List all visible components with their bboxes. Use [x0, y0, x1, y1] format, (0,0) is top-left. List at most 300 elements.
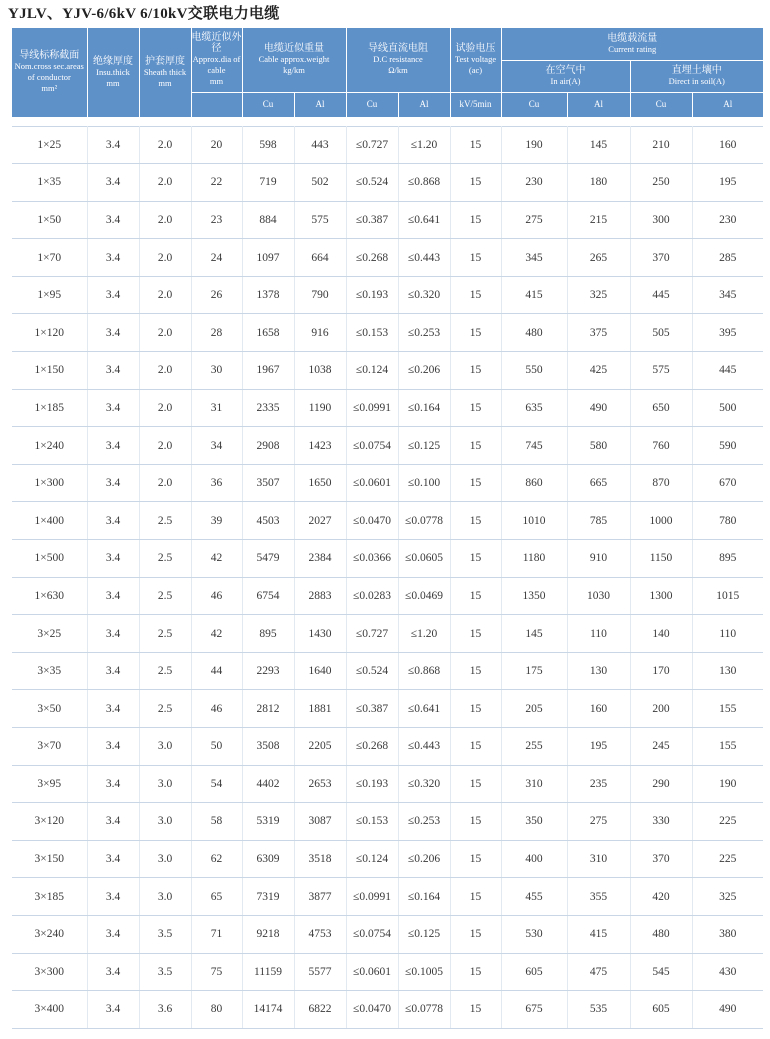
- header-in-air: [501, 60, 630, 92]
- cell-cross-section: 3×50: [12, 690, 87, 728]
- cell-weight-al: 1190: [294, 389, 346, 427]
- cell-cross-section: 3×300: [12, 953, 87, 991]
- cell-insulation-thickness: 3.4: [87, 427, 139, 465]
- cell-resistance-cu: ≤0.193: [346, 765, 398, 803]
- cell-soil-cu: 290: [630, 765, 692, 803]
- cell-approx-diameter: 22: [191, 164, 242, 202]
- cell-weight-al: 790: [294, 276, 346, 314]
- table-row: [12, 201, 763, 239]
- cell-air-cu: 190: [501, 126, 567, 164]
- cell-air-al: 1030: [567, 577, 630, 615]
- cell-soil-al: 780: [692, 502, 763, 540]
- cell-test-voltage: 15: [450, 840, 501, 878]
- cell-insulation-thickness: 3.4: [87, 728, 139, 766]
- cell-air-cu: 745: [501, 427, 567, 465]
- cell-test-voltage: 15: [450, 389, 501, 427]
- cell-soil-cu: 370: [630, 239, 692, 277]
- cell-air-al: 130: [567, 652, 630, 690]
- cell-soil-cu: 245: [630, 728, 692, 766]
- cell-test-voltage: 15: [450, 615, 501, 653]
- cell-weight-al: 916: [294, 314, 346, 352]
- cell-resistance-al: ≤0.0605: [398, 540, 450, 578]
- cell-weight-cu: 895: [242, 615, 294, 653]
- header-label-cn: 电缆近似外径: [191, 32, 242, 55]
- cell-approx-diameter: 50: [191, 728, 242, 766]
- cell-resistance-cu: ≤0.0754: [346, 915, 398, 953]
- cell-resistance-cu: ≤0.0470: [346, 991, 398, 1029]
- table-row: [12, 690, 763, 728]
- cell-weight-cu: 4503: [242, 502, 294, 540]
- table-row: [12, 389, 763, 427]
- table-row: [12, 803, 763, 841]
- table-body: [12, 126, 763, 1028]
- cell-soil-al: 1015: [692, 577, 763, 615]
- cell-weight-cu: 2293: [242, 652, 294, 690]
- cell-weight-cu: 2335: [242, 389, 294, 427]
- cell-resistance-cu: ≤0.124: [346, 352, 398, 390]
- cell-air-cu: 1350: [501, 577, 567, 615]
- cell-sheath-thickness: 2.5: [139, 540, 191, 578]
- cell-soil-al: 230: [692, 201, 763, 239]
- cell-resistance-cu: ≤0.0991: [346, 389, 398, 427]
- cell-soil-cu: 330: [630, 803, 692, 841]
- cell-cross-section: 1×300: [12, 464, 87, 502]
- header-approx-diameter: [191, 28, 242, 92]
- table-row: [12, 915, 763, 953]
- header-unit: mm: [209, 76, 224, 87]
- cell-sheath-thickness: 2.0: [139, 201, 191, 239]
- cell-approx-diameter: 31: [191, 389, 242, 427]
- cell-test-voltage: 15: [450, 464, 501, 502]
- cell-air-cu: 255: [501, 728, 567, 766]
- cell-weight-cu: 5319: [242, 803, 294, 841]
- header-unit: mm: [158, 77, 172, 88]
- cell-soil-cu: 1000: [630, 502, 692, 540]
- cell-air-al: 490: [567, 389, 630, 427]
- cell-resistance-al: ≤0.443: [398, 728, 450, 766]
- header-label-cn: 导线标称截面: [19, 50, 80, 62]
- cell-soil-al: 225: [692, 840, 763, 878]
- header-label-en: Approx.dia of cable: [192, 54, 241, 76]
- cell-weight-cu: 1658: [242, 314, 294, 352]
- cell-resistance-cu: ≤0.727: [346, 126, 398, 164]
- header-cross-section: [12, 28, 87, 117]
- cell-test-voltage: 15: [450, 164, 501, 202]
- table-row: [12, 652, 763, 690]
- cell-test-voltage: 15: [450, 765, 501, 803]
- header-label-en: Cable approx.weight: [258, 54, 330, 65]
- cell-air-cu: 310: [501, 765, 567, 803]
- cell-cross-section: 3×185: [12, 878, 87, 916]
- page-title: YJLV、YJV-6/6kV 6/10kV交联电力电缆: [8, 6, 280, 22]
- cell-weight-cu: 1967: [242, 352, 294, 390]
- cell-soil-cu: 650: [630, 389, 692, 427]
- cell-soil-al: 445: [692, 352, 763, 390]
- cell-weight-cu: 5479: [242, 540, 294, 578]
- cell-air-al: 235: [567, 765, 630, 803]
- cell-air-cu: 275: [501, 201, 567, 239]
- cell-sheath-thickness: 2.0: [139, 464, 191, 502]
- cell-air-cu: 1180: [501, 540, 567, 578]
- cell-air-al: 475: [567, 953, 630, 991]
- cell-air-cu: 345: [501, 239, 567, 277]
- cell-approx-diameter: 36: [191, 464, 242, 502]
- cell-sheath-thickness: 2.0: [139, 352, 191, 390]
- cell-test-voltage: 15: [450, 540, 501, 578]
- cell-approx-diameter: 80: [191, 991, 242, 1029]
- cell-air-cu: 205: [501, 690, 567, 728]
- cell-insulation-thickness: 3.4: [87, 276, 139, 314]
- cell-approx-diameter: 24: [191, 239, 242, 277]
- cell-cross-section: 1×150: [12, 352, 87, 390]
- cell-sheath-thickness: 2.5: [139, 652, 191, 690]
- table-row: [12, 164, 763, 202]
- cell-cross-section: 3×120: [12, 803, 87, 841]
- cell-insulation-thickness: 3.4: [87, 878, 139, 916]
- cell-soil-al: 325: [692, 878, 763, 916]
- cell-weight-al: 3087: [294, 803, 346, 841]
- cell-soil-al: 195: [692, 164, 763, 202]
- cell-weight-al: 3877: [294, 878, 346, 916]
- cell-resistance-al: ≤0.1005: [398, 953, 450, 991]
- cell-insulation-thickness: 3.4: [87, 652, 139, 690]
- header-label-cn: 绝缘厚度: [93, 55, 133, 67]
- cell-air-al: 415: [567, 915, 630, 953]
- cell-insulation-thickness: 3.4: [87, 352, 139, 390]
- header-sub-cu: Cu: [242, 92, 294, 117]
- cell-insulation-thickness: 3.4: [87, 502, 139, 540]
- cell-weight-cu: 3508: [242, 728, 294, 766]
- cell-weight-cu: 2812: [242, 690, 294, 728]
- table-row: [12, 840, 763, 878]
- cell-air-al: 110: [567, 615, 630, 653]
- cell-approx-diameter: 42: [191, 615, 242, 653]
- cell-approx-diameter: 30: [191, 352, 242, 390]
- cell-resistance-cu: ≤0.193: [346, 276, 398, 314]
- table-row: [12, 502, 763, 540]
- cell-weight-al: 443: [294, 126, 346, 164]
- cell-sheath-thickness: 2.0: [139, 126, 191, 164]
- cell-air-al: 665: [567, 464, 630, 502]
- cell-air-al: 535: [567, 991, 630, 1029]
- cell-weight-cu: 2908: [242, 427, 294, 465]
- cell-insulation-thickness: 3.4: [87, 840, 139, 878]
- cell-test-voltage: 15: [450, 690, 501, 728]
- cell-resistance-al: ≤0.868: [398, 164, 450, 202]
- cell-insulation-thickness: 3.4: [87, 314, 139, 352]
- header-unit: mm: [106, 77, 120, 88]
- cell-test-voltage: 15: [450, 239, 501, 277]
- cell-weight-cu: 9218: [242, 915, 294, 953]
- cell-air-cu: 1010: [501, 502, 567, 540]
- cell-approx-diameter: 71: [191, 915, 242, 953]
- header-sub-al: Al: [398, 92, 450, 117]
- table-row: [12, 991, 763, 1029]
- header-gap: [12, 117, 763, 126]
- cell-resistance-al: ≤0.320: [398, 276, 450, 314]
- cell-air-al: 580: [567, 427, 630, 465]
- cell-cross-section: 3×70: [12, 728, 87, 766]
- cell-resistance-al: ≤0.206: [398, 352, 450, 390]
- header-label-en: Nom.cross sec.areas of conductor: [14, 61, 84, 83]
- cell-weight-al: 2653: [294, 765, 346, 803]
- cell-test-voltage: 15: [450, 652, 501, 690]
- cell-weight-al: 1881: [294, 690, 346, 728]
- cell-test-voltage: 15: [450, 915, 501, 953]
- table-row: [12, 276, 763, 314]
- header-label-cn: 导线直流电阻: [368, 43, 429, 55]
- cell-weight-cu: 7319: [242, 878, 294, 916]
- cell-soil-cu: 370: [630, 840, 692, 878]
- cell-resistance-cu: ≤0.0366: [346, 540, 398, 578]
- header-label-en: Sheath thick: [143, 66, 187, 77]
- cell-resistance-cu: ≤0.124: [346, 840, 398, 878]
- cell-test-voltage: 15: [450, 991, 501, 1029]
- cell-resistance-al: ≤0.0469: [398, 577, 450, 615]
- cell-soil-al: 155: [692, 728, 763, 766]
- cell-resistance-cu: ≤0.727: [346, 615, 398, 653]
- cell-air-al: 275: [567, 803, 630, 841]
- cell-air-cu: 455: [501, 878, 567, 916]
- cell-weight-al: 2883: [294, 577, 346, 615]
- cell-weight-cu: 884: [242, 201, 294, 239]
- cell-soil-cu: 605: [630, 991, 692, 1029]
- cell-resistance-cu: ≤0.268: [346, 239, 398, 277]
- cell-soil-cu: 1150: [630, 540, 692, 578]
- cell-soil-cu: 445: [630, 276, 692, 314]
- cell-insulation-thickness: 3.4: [87, 239, 139, 277]
- cell-test-voltage: 15: [450, 728, 501, 766]
- cell-soil-al: 895: [692, 540, 763, 578]
- cell-cross-section: 1×50: [12, 201, 87, 239]
- cell-resistance-al: ≤0.641: [398, 201, 450, 239]
- header-label-en: Direct in soil(A): [668, 76, 725, 86]
- header-sub-cu: Cu: [501, 92, 567, 117]
- header-label-cn: 护套厚度: [145, 55, 185, 67]
- cell-cross-section: 3×400: [12, 991, 87, 1029]
- table-row: [12, 352, 763, 390]
- table-row: [12, 577, 763, 615]
- table-row: [12, 765, 763, 803]
- cell-air-cu: 550: [501, 352, 567, 390]
- cell-approx-diameter: 46: [191, 577, 242, 615]
- cell-air-cu: 635: [501, 389, 567, 427]
- cell-air-al: 215: [567, 201, 630, 239]
- cell-air-al: 145: [567, 126, 630, 164]
- cell-cross-section: 1×120: [12, 314, 87, 352]
- cell-resistance-cu: ≤0.268: [346, 728, 398, 766]
- cell-soil-cu: 505: [630, 314, 692, 352]
- cell-air-cu: 530: [501, 915, 567, 953]
- cell-sheath-thickness: 2.0: [139, 389, 191, 427]
- cell-weight-cu: 6309: [242, 840, 294, 878]
- cell-resistance-al: ≤0.0778: [398, 502, 450, 540]
- cell-sheath-thickness: 3.0: [139, 840, 191, 878]
- cell-insulation-thickness: 3.4: [87, 201, 139, 239]
- cell-test-voltage: 15: [450, 803, 501, 841]
- cell-cross-section: 1×95: [12, 276, 87, 314]
- cell-soil-cu: 420: [630, 878, 692, 916]
- cell-soil-cu: 210: [630, 126, 692, 164]
- cell-air-cu: 175: [501, 652, 567, 690]
- cell-test-voltage: 15: [450, 953, 501, 991]
- cell-cross-section: 3×150: [12, 840, 87, 878]
- header-unit: Ω/km: [388, 65, 408, 76]
- cell-insulation-thickness: 3.4: [87, 164, 139, 202]
- header-dc-resistance: [346, 28, 450, 92]
- cell-resistance-cu: ≤0.0470: [346, 502, 398, 540]
- cell-cross-section: 1×185: [12, 389, 87, 427]
- cell-cross-section: 1×70: [12, 239, 87, 277]
- header-sub-test-unit: kV/5min: [450, 92, 501, 117]
- cell-insulation-thickness: 3.4: [87, 765, 139, 803]
- cell-test-voltage: 15: [450, 126, 501, 164]
- cell-test-voltage: 15: [450, 878, 501, 916]
- cell-approx-diameter: 54: [191, 765, 242, 803]
- cell-resistance-cu: ≤0.387: [346, 690, 398, 728]
- header-label-en: Current rating: [608, 43, 657, 54]
- cell-sheath-thickness: 3.5: [139, 953, 191, 991]
- cell-cross-section: 1×25: [12, 126, 87, 164]
- cell-soil-al: 160: [692, 126, 763, 164]
- cell-approx-diameter: 28: [191, 314, 242, 352]
- cell-sheath-thickness: 3.0: [139, 728, 191, 766]
- cell-soil-al: 190: [692, 765, 763, 803]
- cell-test-voltage: 15: [450, 276, 501, 314]
- cell-air-al: 375: [567, 314, 630, 352]
- cell-weight-cu: 4402: [242, 765, 294, 803]
- cell-air-al: 160: [567, 690, 630, 728]
- table-row: [12, 427, 763, 465]
- header-current-rating: [501, 28, 763, 60]
- header-diameter-sub: [191, 92, 242, 117]
- cell-resistance-al: ≤0.253: [398, 314, 450, 352]
- cell-resistance-cu: ≤0.0283: [346, 577, 398, 615]
- cell-air-al: 325: [567, 276, 630, 314]
- cell-sheath-thickness: 2.0: [139, 164, 191, 202]
- cell-weight-al: 4753: [294, 915, 346, 953]
- cell-insulation-thickness: 3.4: [87, 540, 139, 578]
- cell-soil-al: 380: [692, 915, 763, 953]
- cell-sheath-thickness: 3.6: [139, 991, 191, 1029]
- cell-resistance-cu: ≤0.0601: [346, 953, 398, 991]
- cell-air-cu: 480: [501, 314, 567, 352]
- header-in-soil: [630, 60, 763, 92]
- cell-weight-cu: 6754: [242, 577, 294, 615]
- cell-resistance-al: ≤0.125: [398, 427, 450, 465]
- cell-sheath-thickness: 2.0: [139, 239, 191, 277]
- cell-resistance-al: ≤0.0778: [398, 991, 450, 1029]
- cell-weight-cu: 11159: [242, 953, 294, 991]
- cell-cross-section: 1×630: [12, 577, 87, 615]
- table-row: [12, 878, 763, 916]
- cell-cross-section: 3×95: [12, 765, 87, 803]
- cell-air-al: 910: [567, 540, 630, 578]
- cell-resistance-al: ≤0.868: [398, 652, 450, 690]
- cell-air-cu: 860: [501, 464, 567, 502]
- table-row: [12, 464, 763, 502]
- header-label-cn: 在空气中: [545, 65, 586, 76]
- cell-soil-cu: 480: [630, 915, 692, 953]
- cell-air-al: 310: [567, 840, 630, 878]
- cell-soil-al: 490: [692, 991, 763, 1029]
- cell-soil-cu: 200: [630, 690, 692, 728]
- table-row: [12, 615, 763, 653]
- cell-sheath-thickness: 2.0: [139, 276, 191, 314]
- cell-approx-diameter: 65: [191, 878, 242, 916]
- cell-sheath-thickness: 2.5: [139, 577, 191, 615]
- cell-weight-al: 1423: [294, 427, 346, 465]
- header-label-cn: 直埋土壤中: [671, 65, 722, 76]
- header-unit: mm²: [41, 83, 58, 94]
- cell-insulation-thickness: 3.4: [87, 577, 139, 615]
- cell-air-cu: 145: [501, 615, 567, 653]
- cell-approx-diameter: 39: [191, 502, 242, 540]
- cell-soil-al: 225: [692, 803, 763, 841]
- cell-insulation-thickness: 3.4: [87, 953, 139, 991]
- header-label-en: In air(A): [550, 76, 581, 86]
- cell-cross-section: 1×400: [12, 502, 87, 540]
- header-sheath-thickness: [139, 28, 191, 117]
- cell-soil-cu: 300: [630, 201, 692, 239]
- cell-weight-al: 664: [294, 239, 346, 277]
- cell-sheath-thickness: 3.0: [139, 803, 191, 841]
- header-label-cn: 电缆近似重量: [264, 43, 324, 55]
- cell-resistance-cu: ≤0.387: [346, 201, 398, 239]
- cell-air-cu: 230: [501, 164, 567, 202]
- cell-resistance-al: ≤0.164: [398, 878, 450, 916]
- cell-test-voltage: 15: [450, 352, 501, 390]
- cell-sheath-thickness: 2.5: [139, 615, 191, 653]
- cell-soil-al: 345: [692, 276, 763, 314]
- table-row: [12, 314, 763, 352]
- cell-insulation-thickness: 3.4: [87, 991, 139, 1029]
- cell-approx-diameter: 23: [191, 201, 242, 239]
- header-label-cn: 试验电压: [455, 43, 496, 55]
- cell-sheath-thickness: 2.5: [139, 690, 191, 728]
- cell-resistance-cu: ≤0.153: [346, 314, 398, 352]
- cell-resistance-al: ≤0.164: [398, 389, 450, 427]
- cell-insulation-thickness: 3.4: [87, 389, 139, 427]
- cell-air-cu: 675: [501, 991, 567, 1029]
- cell-air-al: 355: [567, 878, 630, 916]
- cell-insulation-thickness: 3.4: [87, 915, 139, 953]
- cell-sheath-thickness: 3.0: [139, 878, 191, 916]
- cell-weight-cu: 14174: [242, 991, 294, 1029]
- cell-approx-diameter: 20: [191, 126, 242, 164]
- cell-sheath-thickness: 2.5: [139, 502, 191, 540]
- cell-weight-cu: 1378: [242, 276, 294, 314]
- cell-soil-al: 670: [692, 464, 763, 502]
- cell-approx-diameter: 46: [191, 690, 242, 728]
- cell-air-al: 425: [567, 352, 630, 390]
- cell-insulation-thickness: 3.4: [87, 126, 139, 164]
- cell-soil-cu: 545: [630, 953, 692, 991]
- cell-weight-al: 2384: [294, 540, 346, 578]
- cell-weight-al: 1650: [294, 464, 346, 502]
- cell-resistance-cu: ≤0.524: [346, 164, 398, 202]
- header-label-en: D.C resistance: [373, 54, 423, 65]
- header-label-en: Test voltage: [454, 54, 497, 65]
- cell-soil-al: 155: [692, 690, 763, 728]
- header-approx-weight: [242, 28, 346, 92]
- cell-weight-al: 1038: [294, 352, 346, 390]
- cell-weight-al: 2205: [294, 728, 346, 766]
- cell-resistance-al: ≤1.20: [398, 615, 450, 653]
- cell-weight-al: 1640: [294, 652, 346, 690]
- cell-weight-cu: 1097: [242, 239, 294, 277]
- cell-soil-cu: 870: [630, 464, 692, 502]
